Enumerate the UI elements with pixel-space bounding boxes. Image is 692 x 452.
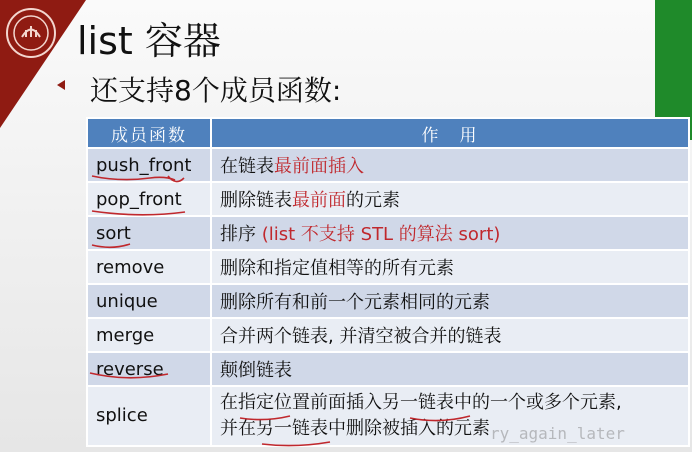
function-name: merge	[87, 318, 211, 352]
table-row	[87, 284, 689, 318]
bullet-triangle-icon	[57, 80, 65, 90]
table-row	[87, 216, 689, 250]
table-row	[87, 182, 689, 216]
function-description: 在指定位置前面插入另一链表中的一个或多个元素, 并在另一链表中删除被插入的元素	[211, 386, 689, 446]
function-description: 删除链表最前面的元素	[211, 182, 689, 216]
slide-subtitle: 还支持8个成员函数:	[90, 74, 342, 107]
function-description: 在链表最前面插入	[211, 148, 689, 182]
slide-title: list 容器	[77, 19, 221, 63]
member-function-table	[86, 117, 690, 447]
function-name: reverse	[87, 352, 211, 386]
university-logo	[4, 6, 58, 60]
table-header-row	[87, 118, 689, 148]
function-name: pop_front	[87, 182, 211, 216]
table-row	[87, 352, 689, 386]
watermark-text: ry_again_later	[490, 424, 625, 443]
function-description: 颠倒链表	[211, 352, 689, 386]
function-description: 合并两个链表, 并清空被合并的链表	[211, 318, 689, 352]
function-description: 删除和指定值相等的所有元素	[211, 250, 689, 284]
header-purpose: 作 用	[211, 118, 689, 148]
table-row	[87, 250, 689, 284]
function-name: sort	[87, 216, 211, 250]
function-name: unique	[87, 284, 211, 318]
function-name: splice	[87, 386, 211, 446]
function-description: 排序 (list 不支持 STL 的算法 sort)	[211, 216, 689, 250]
function-name: remove	[87, 250, 211, 284]
table-row	[87, 148, 689, 182]
header-function: 成员函数	[87, 118, 211, 148]
function-name: push_front	[87, 148, 211, 182]
table-row	[87, 318, 689, 352]
function-description: 删除所有和前一个元素相同的元素	[211, 284, 689, 318]
